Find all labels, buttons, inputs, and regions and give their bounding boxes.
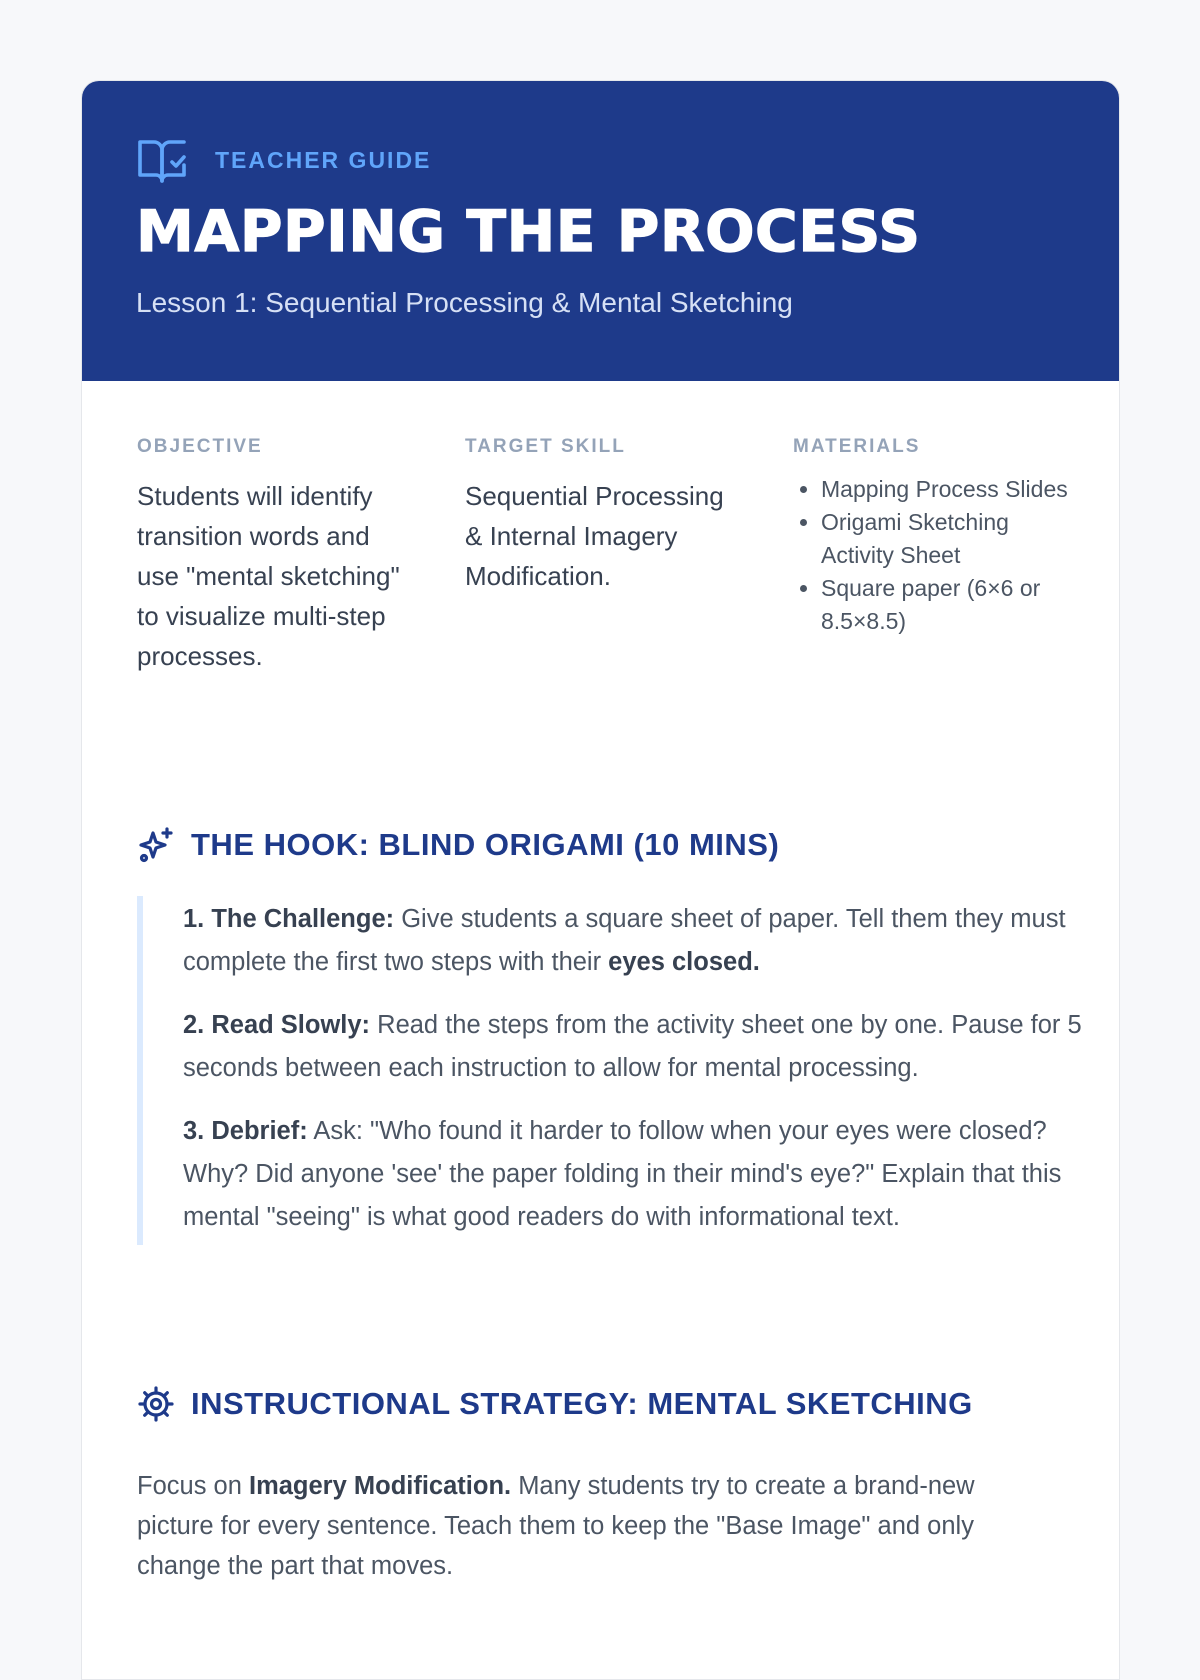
hook-title: THE HOOK: BLIND ORIGAMI (10 MINS) bbox=[191, 827, 780, 862]
hook-heading bbox=[137, 826, 779, 864]
hook-step-2 bbox=[183, 1004, 1113, 1090]
step-label: 1. The Challenge: bbox=[183, 905, 395, 933]
materials-label: MATERIALS bbox=[793, 436, 921, 457]
lesson-subtitle: Lesson 1: Sequential Processing & Mental Sketching bbox=[136, 287, 793, 318]
objective-text: Students will identify transition words and use "mental sketching" to visualize multi-step processes. bbox=[137, 481, 400, 671]
sparkles-icon bbox=[137, 826, 175, 864]
step-text: Read the steps from the activity sheet one by one. Pause for 5 seconds between each instruction to allow for mental processing. bbox=[183, 1011, 1082, 1082]
step-text: Ask: "Who found it harder to follow when your eyes were closed? Why? Did anyone 'see' the paper folding in their mind's eye?" Explain that this mental "seeing" is what good readers do with informational text. bbox=[183, 1117, 1062, 1231]
objective-label: OBJECTIVE bbox=[137, 436, 263, 457]
strategy-heading bbox=[137, 1385, 973, 1423]
step-text: Give students a square sheet of paper. Tell them they must complete the first two steps with their bbox=[183, 905, 1066, 976]
step-label: 3. Debrief: bbox=[183, 1117, 308, 1145]
eyebrow bbox=[137, 137, 431, 183]
materials-item: • Origami Sketching Activity Sheet bbox=[821, 506, 1071, 572]
book-check-icon bbox=[137, 137, 187, 183]
teacher-guide-card bbox=[81, 80, 1120, 1680]
gear-icon bbox=[137, 1385, 175, 1423]
materials-item: • Mapping Process Slides bbox=[821, 473, 1071, 506]
intro-prefix: Focus on bbox=[137, 1472, 249, 1500]
strategy-intro bbox=[137, 1466, 1037, 1586]
hook-step-1 bbox=[183, 898, 1113, 984]
target-skill-text: Sequential Processing & Internal Imagery Modification. bbox=[465, 481, 724, 591]
intro-emphasis: Imagery Modification. bbox=[248, 1472, 512, 1500]
lesson-meta bbox=[137, 436, 1120, 676]
hook-step-3 bbox=[183, 1110, 1113, 1239]
guide-header bbox=[82, 81, 1119, 381]
materials-list bbox=[793, 473, 1071, 638]
step-label: 2. Read Slowly: bbox=[183, 1011, 371, 1039]
target-skill-column bbox=[465, 436, 793, 676]
materials-item: • Square paper (6×6 or 8.5×8.5) bbox=[821, 572, 1071, 638]
hook-steps bbox=[137, 896, 1113, 1245]
target-skill-label: TARGET SKILL bbox=[465, 436, 626, 457]
intro-rest: Many students try to create a brand-new picture for every sentence. Teach them to keep the "Base Image" and only change the part that moves. bbox=[137, 1472, 975, 1580]
strategy-title: INSTRUCTIONAL STRATEGY: MENTAL SKETCHING bbox=[191, 1386, 973, 1421]
materials-column bbox=[793, 436, 1120, 676]
page-title: MAPPING THE PROCESS bbox=[136, 199, 921, 265]
step-emphasis: eyes closed. bbox=[608, 948, 760, 976]
eyebrow-label: TEACHER GUIDE bbox=[215, 146, 432, 173]
objective-column bbox=[137, 436, 465, 676]
